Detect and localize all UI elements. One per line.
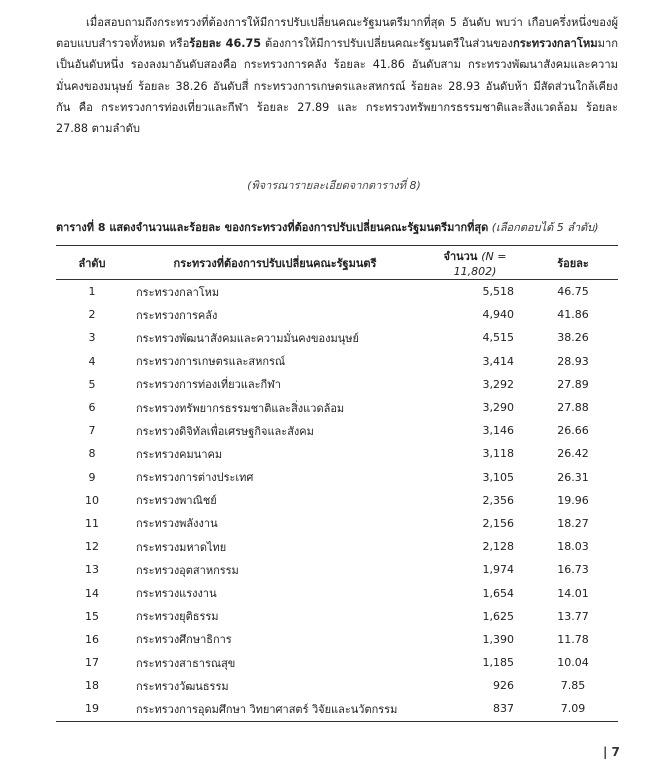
- cell-count: 1,654: [482, 586, 514, 600]
- cell-count: 4,940: [482, 308, 514, 322]
- table-row: [56, 512, 618, 535]
- cell-count: 3,414: [482, 354, 514, 368]
- cell-rank: 15: [85, 609, 99, 623]
- cell-rank: 2: [88, 308, 96, 322]
- table-row: [56, 605, 618, 628]
- cell-percent: 38.26: [557, 331, 589, 345]
- cell-rank: 11: [85, 516, 99, 530]
- cell-count: 3,290: [482, 401, 514, 415]
- cell-ministry: กระทรวงอุตสาหกรรม: [136, 563, 239, 577]
- cell-rank: 13: [85, 563, 99, 577]
- cell-rank: 6: [88, 401, 96, 415]
- cell-ministry: กระทรวงการต่างประเทศ: [136, 471, 254, 485]
- cell-rank: 17: [85, 656, 99, 670]
- cell-rank: 18: [85, 679, 99, 693]
- table-header-row: [56, 246, 618, 280]
- cell-percent: 16.73: [557, 563, 589, 577]
- header-count-note: (N = 11,802): [453, 250, 507, 278]
- cell-count: 1,625: [482, 609, 514, 623]
- caption-title: ตารางที่ 8 แสดงจำนวนและร้อยละ ของกระทรวงที่ต้องการปรับเปลี่ยนคณะรัฐมนตรีมากที่สุด: [56, 221, 489, 234]
- cell-rank: 12: [85, 540, 99, 554]
- cell-count: 837: [422, 697, 528, 721]
- cell-count: 2,128: [482, 540, 514, 554]
- table-row: [56, 303, 618, 326]
- cell-rank: 16: [85, 632, 99, 646]
- cell-count: 2,156: [482, 516, 514, 530]
- header-percent: ร้อยละ: [528, 246, 618, 280]
- cell-ministry: กระทรวงศึกษาธิการ: [136, 633, 232, 647]
- table-row: [56, 466, 618, 489]
- paragraph-bold-percent: ร้อยละ 46.75: [189, 37, 262, 51]
- summary-paragraph: [56, 12, 618, 139]
- cell-count: 1,185: [482, 656, 514, 670]
- cell-ministry: กระทรวงยุติธรรม: [136, 610, 219, 624]
- cell-rank: 4: [88, 354, 96, 368]
- paragraph-text: มากเป็นอันดับหนึ่ง รองลงมาอันดับสองคือ กระทรวงการคลัง ร้อยละ 41.86 อันดับสาม กระทรวงพัฒนาสังคมและความมั่นคงของมนุษย์ ร้อยละ 38.26 อันดับสี่ กระทรวงการเกษตรและสหกรณ์ ร้อยละ 28.93 อันดับห้า มีสัดส่วนใกล้เคียงกัน คือ กระทรวงการท่องเที่ยวและกีฬา ร้อยละ 27.89 และ กระทรวงทรัพยากรธรรมชาติและสิ่งแวดล้อม ร้อยละ 27.88 ตามลำดับ: [56, 37, 619, 136]
- cell-count: 1,974: [482, 563, 514, 577]
- cell-rank: 19: [56, 697, 128, 721]
- cell-count: 3,118: [482, 447, 514, 461]
- caption-note: (เลือกตอบได้ 5 ลำดับ): [491, 221, 599, 234]
- cell-ministry: กระทรวงพลังงาน: [136, 517, 218, 531]
- cell-count: 1,390: [482, 632, 514, 646]
- table-row: [56, 651, 618, 674]
- cell-count: 926: [493, 679, 514, 693]
- header-count-label: จำนวน: [443, 250, 478, 263]
- cell-percent: 7.85: [560, 679, 586, 693]
- table-body: [56, 280, 618, 722]
- cell-ministry: กระทรวงวัฒนธรรม: [136, 679, 229, 693]
- cell-percent: 27.89: [557, 377, 589, 391]
- cell-ministry: กระทรวงดิจิทัลเพื่อเศรษฐกิจและสังคม: [136, 424, 314, 438]
- table-row: [56, 419, 618, 442]
- cell-percent: 14.01: [557, 586, 589, 600]
- table-row: [56, 350, 618, 373]
- table-row: [56, 373, 618, 396]
- cell-rank: 14: [85, 586, 99, 600]
- cell-percent: 26.66: [557, 424, 589, 438]
- cell-count: 3,146: [482, 424, 514, 438]
- cell-rank: 7: [88, 424, 96, 438]
- cell-percent: 26.42: [557, 447, 589, 461]
- cell-count: 3,105: [482, 470, 514, 484]
- cell-count: 5,518: [482, 285, 514, 299]
- table-row: [56, 326, 618, 349]
- cell-ministry: กระทรวงมหาดไทย: [136, 540, 227, 554]
- cell-ministry: กระทรวงแรงงาน: [136, 587, 217, 601]
- cell-percent: 18.03: [557, 540, 589, 554]
- cell-ministry: กระทรวงพาณิชย์: [136, 494, 217, 508]
- cell-percent: 10.04: [557, 656, 589, 670]
- table-row: [56, 489, 618, 512]
- header-ministry: กระทรวงที่ต้องการปรับเปลี่ยนคณะรัฐมนตรี: [128, 246, 422, 280]
- table-row: [56, 628, 618, 651]
- table-row: [56, 442, 618, 465]
- page-number: | 7: [603, 745, 620, 759]
- cell-ministry: กระทรวงทรัพยากรธรรมชาติและสิ่งแวดล้อม: [136, 401, 345, 415]
- table-reference-note: (พิจารณารายละเอียดจากตารางที่ 8): [247, 179, 421, 192]
- table-row: [56, 396, 618, 419]
- cell-percent: 13.77: [557, 609, 589, 623]
- cell-count: 3,292: [482, 377, 514, 391]
- cell-percent: 18.27: [557, 516, 589, 530]
- table-row: [56, 674, 618, 697]
- cell-ministry: กระทรวงพัฒนาสังคมและความมั่นคงของมนุษย์: [136, 331, 359, 345]
- paragraph-text: เมื่อสอบถามถึงกระทรวงที่ต้องการให้มีการปรับเปลี่ยนคณะรัฐมนตรีมากที่สุด 5 อันดับ พบว่า เกือบครึ่งหนึ่งของผู้ตอบแบบสำรวจทั้งหมด หรือ: [56, 16, 618, 51]
- header-count: [422, 246, 528, 280]
- cell-ministry: กระทรวงสาธารณสุข: [136, 656, 236, 670]
- header-rank: ลำดับ: [56, 246, 128, 280]
- cell-rank: 10: [85, 493, 99, 507]
- table-row: [56, 558, 618, 581]
- cell-percent: 7.09: [528, 697, 618, 721]
- cell-rank: 3: [88, 331, 96, 345]
- cell-percent: 26.31: [557, 470, 589, 484]
- cell-rank: 1: [88, 285, 96, 299]
- cell-rank: 5: [88, 377, 96, 391]
- table-row: [56, 280, 618, 304]
- cell-ministry: กระทรวงการท่องเที่ยวและกีฬา: [136, 378, 281, 392]
- table-caption: [56, 218, 636, 236]
- cell-rank: 8: [88, 447, 96, 461]
- cell-count: 2,356: [482, 493, 514, 507]
- cell-ministry: กระทรวงการเกษตรและสหกรณ์: [136, 355, 286, 369]
- cell-percent: 19.96: [557, 493, 589, 507]
- cell-ministry: กระทรวงการคลัง: [136, 308, 218, 322]
- cell-percent: 11.78: [557, 632, 589, 646]
- cell-count: 4,515: [482, 331, 514, 345]
- table-row: [56, 535, 618, 558]
- table-row: [56, 581, 618, 604]
- cell-percent: 27.88: [557, 401, 589, 415]
- cell-percent: 28.93: [557, 354, 589, 368]
- cell-ministry: กระทรวงคมนาคม: [136, 447, 223, 461]
- cell-percent: 46.75: [557, 285, 589, 299]
- ministry-table: [56, 245, 618, 722]
- cell-percent: 41.86: [557, 308, 589, 322]
- cell-ministry: กระทรวงกลาโหม: [136, 285, 220, 299]
- table-row: [56, 697, 618, 721]
- paragraph-bold-ministry: กระทรวงกลาโหม: [512, 37, 598, 51]
- cell-ministry: กระทรวงการอุดมศึกษา วิทยาศาสตร์ วิจัยและนวัตกรรม: [128, 697, 422, 721]
- cell-rank: 9: [88, 470, 96, 484]
- paragraph-text: ต้องการให้มีการปรับเปลี่ยนคณะรัฐมนตรีในส่วนของ: [261, 37, 513, 51]
